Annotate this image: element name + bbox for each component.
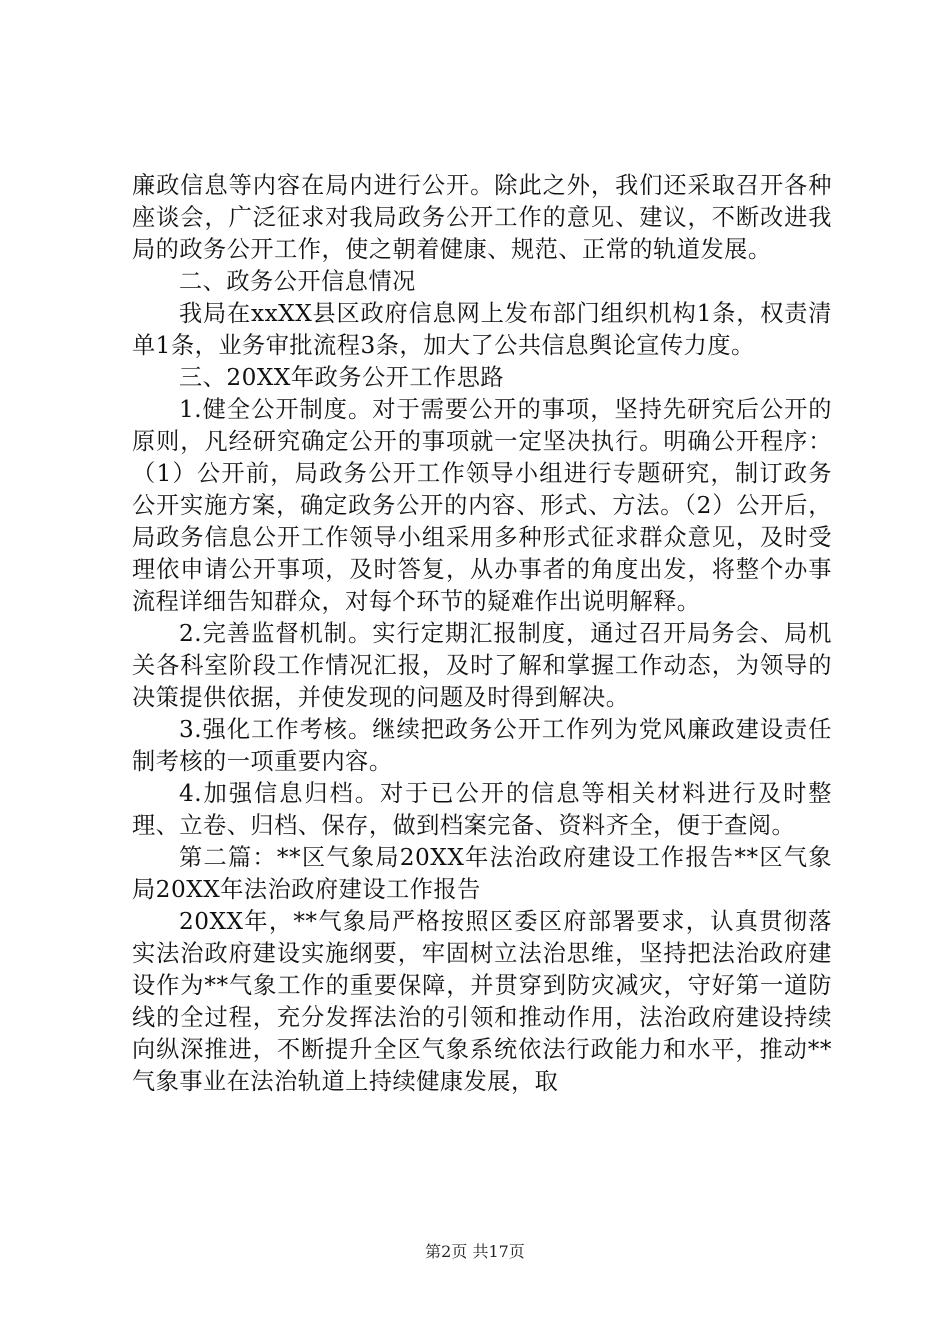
paragraph-plan-item-4: 4.加强信息归档。对于已公开的信息等相关材料进行及时整理、立卷、归档、保存，做到档案完备、资料齐全，便于查阅。 bbox=[132, 780, 832, 839]
paragraph-second-article-intro: 20XX年，**气象局严格按照区委区府部署要求，认真贯彻落实法治政府建设实施纲要，牢固树立法治思维，坚持把法治政府建设作为**气象工作的重要保障，并贯穿到防灾减灾，守好第一道防线的全过程，充分发挥法治的引领和推动作用，法治政府建设持续向纵深推进，不断提升全区气象系统依法行政能力和水平，推动**气象事业在法治轨道上持续健康发展，取 bbox=[132, 908, 832, 1095]
paragraph-plan-item-1: 1.健全公开制度。对于需要公开的事项，坚持先研究后公开的原则，凡经研究确定公开的事项就一定坚决执行。明确公开程序：（1）公开前，局政务公开工作领导小组进行专题研究，制订政务公开实施方案，确定政务公开的内容、形式、方法。（2）公开后，局政务信息公开工作领导小组采用多种形式征求群众意见，及时受理依申请公开事项，及时答复，从办事者的角度出发，将整个办事流程详细告知群众，对每个环节的疑难作出说明解释。 bbox=[132, 396, 832, 615]
section-heading-info-status: 二、政务公开信息情况 bbox=[179, 268, 416, 295]
second-article-title: 第二篇：**区气象局20XX年法治政府建设工作报告**区气象局20XX年法治政府建设工作报告 bbox=[132, 844, 832, 903]
document-body bbox=[132, 170, 832, 1098]
paragraph-plan-item-3: 3.强化工作考核。继续把政务公开工作列为党风廉政建设责任制考核的一项重要内容。 bbox=[132, 716, 832, 775]
paragraph-info-status: 我局在xxXX县区政府信息网上发布部门组织机构1条，权责清单1条，业务审批流程3条，加大了公共信息舆论宣传力度。 bbox=[132, 300, 832, 359]
section-heading-work-plan: 三、20XX年政务公开工作思路 bbox=[179, 364, 505, 391]
paragraph-continuation: 廉政信息等内容在局内进行公开。除此之外，我们还采取召开各种座谈会，广泛征求对我局政务公开工作的意见、建议，不断改进我局的政务公开工作，使之朝着健康、规范、正常的轨道发展。 bbox=[132, 172, 832, 263]
page-number-footer: 第2页 共17页 bbox=[425, 1242, 525, 1261]
paragraph-plan-item-2: 2.完善监督机制。实行定期汇报制度，通过召开局务会、局机关各科室阶段工作情况汇报，及时了解和掌握工作动态，为领导的决策提供依据，并使发现的问题及时得到解决。 bbox=[132, 620, 832, 711]
